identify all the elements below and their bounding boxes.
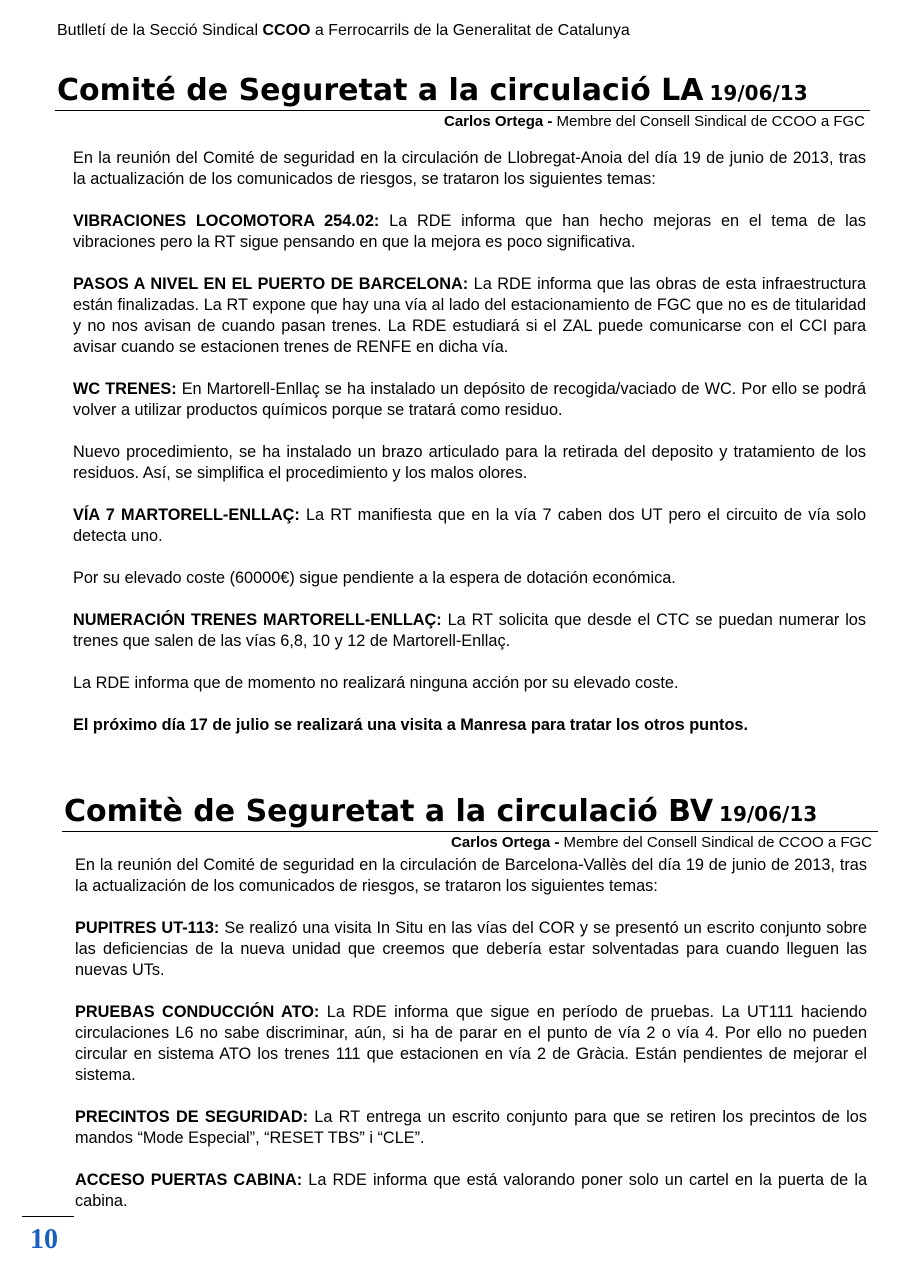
running-header-pre: Butlletí de la Secció Sindical [57,22,263,39]
paragraph [73,505,866,547]
running-header-post: a Ferrocarrils de la Generalitat de Catalunya [310,22,630,39]
paragraph [75,1170,867,1212]
paragraph-lead: PUPITRES UT-113: [75,919,220,937]
paragraph-text: En la reunión del Comité de seguridad en la circulación de Barcelona-Vallès del día 19 de junio de 2013, tras la actualización de los comunicados de riesgos, se trataron los siguientes temas: [75,856,867,895]
running-header [57,22,630,40]
paragraph-text: La RDE informa que las obras de esta infraestructura están finalizadas. La RT expone que hay una vía al lado del estacionamiento de FGC que no es de titularidad y no nos avisan de cuando pasan trenes. La RDE estudiará si el ZAL puede comunicarse con el CCI para avisar cuando se estacionen trenes de RENFE en dicha vía. [73,275,866,356]
article-title [62,795,878,832]
paragraph [73,673,866,694]
paragraph-lead: WC TRENES: [73,380,177,398]
paragraph-text: La RDE informa que sigue en período de pruebas. La UT111 haciendo circulaciones L6 no sabe discriminar, aún, si ha de parar en el punto de vía 2 o vía 4. Por ello no pueden circular en sistema ATO los trenes 111 que estacionen en vía 2 de Gràcia. Están pendientes de mejorar el sistema. [75,1003,867,1084]
article-title-text: Comité de Seguretat a la circulació LA [57,73,704,108]
article-bv [62,795,878,1233]
paragraph-lead: VIBRACIONES LOCOMOTORA 254.02: [73,212,380,230]
article-la [55,74,870,757]
paragraph [73,442,866,484]
paragraph-lead: PASOS A NIVEL EN EL PUERTO DE BARCELONA: [73,275,469,293]
paragraph-text: La RDE informa que está valorando poner solo un cartel en la puerta de la cabina. [75,1171,867,1210]
paragraph [73,610,866,652]
paragraph-lead: PRUEBAS CONDUCCIÓN ATO: [75,1003,320,1021]
paragraph [73,568,866,589]
running-header-bold: CCOO [262,22,311,39]
paragraph-lead: NUMERACIÓN TRENES MARTORELL-ENLLAÇ: [73,611,442,629]
paragraph [73,148,866,190]
paragraph [75,1002,867,1086]
byline [55,113,870,130]
paragraph-text: Por su elevado coste (60000€) sigue pendiente a la espera de dotación económica. [73,569,676,587]
paragraph-text: La RT manifiesta que en la vía 7 caben dos UT pero el circuito de vía solo detecta uno. [73,506,867,545]
article-date: 19/06/13 [709,81,808,105]
paragraph-lead: ACCESO PUERTAS CABINA: [75,1171,303,1189]
paragraph-text: En Martorell-Enllaç se ha instalado un depósito de recogida/vaciado de WC. Por ello se podrá volver a utilizar productos químicos porque se tratará como residuo. [73,380,867,419]
paragraph-lead: VÍA 7 MARTORELL-ENLLAÇ: [73,506,300,524]
paragraph-text: La RT entrega un escrito conjunto para que se retiren los precintos de los mandos “Mode Especial”, “RESET TBS” i “CLE”. [75,1108,867,1147]
author-name: Carlos Ortega - [444,113,553,130]
paragraph-lead: PRECINTOS DE SEGURIDAD: [75,1108,308,1126]
article-date: 19/06/13 [719,802,818,826]
paragraph [73,379,866,421]
paragraph [73,274,866,358]
paragraph-text: La RT solicita que desde el CTC se puedan numerar los trenes que salen de las vías 6,8, 10 y 12 de Martorell-Enllaç. [73,611,867,650]
article-body [55,148,870,736]
paragraph-text: La RDE informa que han hecho mejoras en el tema de las vibraciones pero la RT sigue pensando en que la mejora es poco significativa. [73,212,866,251]
paragraph [75,1107,867,1149]
author-name: Carlos Ortega - [451,834,560,851]
paragraph-text: En la reunión del Comité de seguridad en la circulación de Llobregat-Anoia del día 19 de junio de 2013, tras la actualización de los comunicados de riesgos, se trataron los siguientes temas: [73,149,866,188]
paragraph [73,211,866,253]
paragraph-text: Nuevo procedimiento, se ha instalado un brazo articulado para la retirada del deposito y tratamiento de los residuos. Así, se simplifica el procedimiento y los malos olores. [73,443,866,482]
byline [62,834,878,851]
paragraph-text: La RDE informa que de momento no realizará ninguna acción por su elevado coste. [73,674,679,692]
author-role: Membre del Consell Sindical de CCOO a FGC [559,834,872,851]
author-role: Membre del Consell Sindical de CCOO a FGC [552,113,865,130]
article-title [55,74,870,111]
page-number: 10 [30,1224,58,1255]
article-body [62,855,878,1212]
paragraph [73,715,866,736]
paragraph [75,855,867,897]
footer-rule [22,1216,74,1217]
paragraph [75,918,867,981]
article-title-text: Comitè de Seguretat a la circulació BV [64,794,714,829]
paragraph-lead: El próximo día 17 de julio se realizará una visita a Manresa para tratar los otros puntos. [73,716,748,734]
paragraph-text: Se realizó una visita In Situ en las vías del COR y se presentó un escrito conjunto sobre las deficiencias de la nueva unidad que creemos que debería estar solventadas para cuando lleguen las nuevas UTs. [75,919,868,979]
